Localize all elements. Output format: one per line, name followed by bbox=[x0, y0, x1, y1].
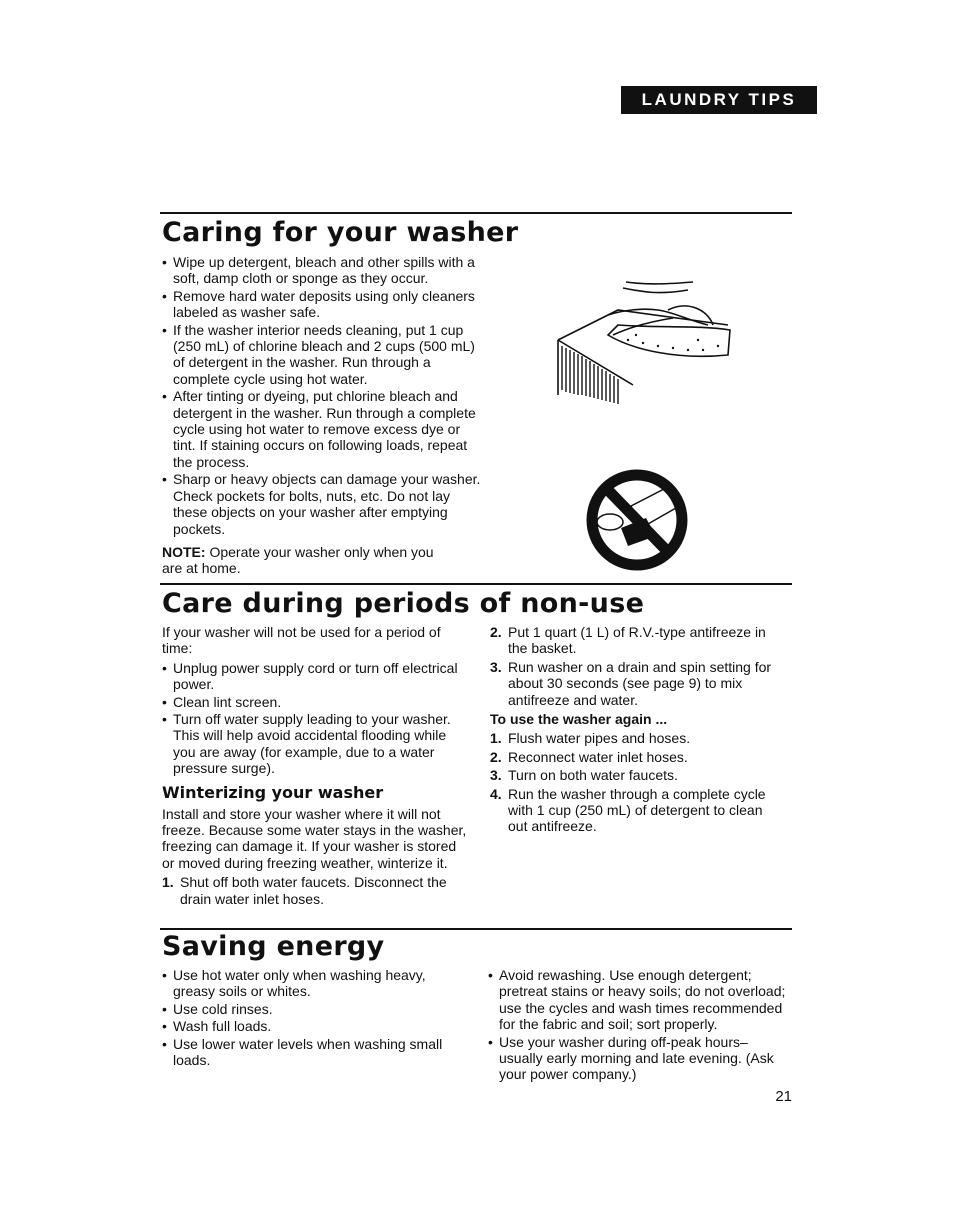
step-text: Run the washer through a complete cycle with 1 cup (250 mL) of detergent to clean out antifreeze. bbox=[508, 785, 766, 835]
list-item bbox=[490, 624, 785, 657]
section-divider bbox=[160, 212, 792, 214]
energy-bullet-list bbox=[488, 967, 786, 1083]
list-item: • Use lower water levels when washing small loads. bbox=[162, 1036, 462, 1069]
winterizing-text: Install and store your washer where it will not freeze. Because some water stays in the washer, freezing can damage it. If your washer is stored or moved during freezing weather, winterize it. bbox=[162, 805, 467, 871]
step-text: Reconnect water inlet hoses. bbox=[508, 748, 688, 765]
winterizing-subtitle: Winterizing your washer bbox=[162, 782, 384, 802]
list-item: • Turn off water supply leading to your washer. This will help avoid accidental flooding while you are away (for example, due to a water pressure surge). bbox=[162, 711, 467, 777]
note-text: Operate your washer only when you are at home. bbox=[162, 543, 434, 577]
list-item bbox=[490, 767, 785, 783]
step-text: Flush water pipes and hoses. bbox=[508, 730, 691, 747]
step-text: Turn on both water faucets. bbox=[508, 767, 678, 784]
list-item bbox=[490, 730, 785, 746]
energy-bullet-list bbox=[162, 967, 462, 1068]
section-divider bbox=[160, 928, 792, 930]
nonuse-intro: If your washer will not be used for a period of time: bbox=[162, 624, 441, 657]
step-number: 3. bbox=[490, 767, 502, 784]
caring-content bbox=[162, 254, 482, 577]
use-again-steps bbox=[490, 730, 785, 834]
energy-title: Saving energy bbox=[162, 931, 385, 962]
sponge-wiping-illustration bbox=[548, 280, 738, 410]
step-text: Run washer on a drain and spin setting for about 30 seconds (see page 9) to mix antifreeze and water. bbox=[508, 658, 772, 708]
list-item: • Clean lint screen. bbox=[162, 694, 467, 710]
step-text: Shut off both water faucets. Disconnect the drain water inlet hoses. bbox=[180, 874, 447, 907]
step-number: 1. bbox=[490, 730, 502, 747]
caring-bullet-list bbox=[162, 254, 482, 537]
nonuse-title: Care during periods of non-use bbox=[162, 588, 645, 619]
energy-left-column bbox=[162, 967, 462, 1069]
list-item: • Unplug power supply cord or turn off electrical power. bbox=[162, 660, 467, 693]
step-number: 2. bbox=[490, 748, 502, 765]
no-sharp-objects-icon bbox=[576, 468, 696, 572]
winterizing-steps bbox=[162, 874, 467, 907]
winterizing-steps-continued bbox=[490, 624, 785, 708]
step-text: Put 1 quart (1 L) of R.V.-type antifreeze in the basket. bbox=[508, 624, 766, 657]
list-item bbox=[490, 659, 785, 708]
step-number: 3. bbox=[490, 658, 502, 675]
nonuse-left-column bbox=[162, 624, 467, 909]
list-item: • Wipe up detergent, bleach and other spills with a soft, damp cloth or sponge as they occur. bbox=[162, 254, 482, 287]
step-number: 1. bbox=[162, 874, 174, 891]
list-item: • Remove hard water deposits using only cleaners labeled as washer safe. bbox=[162, 288, 482, 321]
use-again-subtitle: To use the washer again ... bbox=[490, 711, 668, 728]
list-item bbox=[490, 786, 785, 835]
list-item: • If the washer interior needs cleaning, put 1 cup (250 mL) of chlorine bleach and 2 cups (500 mL) of detergent in the washer. Run through a complete cycle using hot water. bbox=[162, 322, 482, 388]
step-number: 2. bbox=[490, 624, 502, 640]
list-item: • After tinting or dyeing, put chlorine bleach and detergent in the washer. Run through a complete cycle using hot water to remove excess dye or tint. If staining occurs on following loads, repeat the process. bbox=[162, 388, 482, 470]
caring-title: Caring for your washer bbox=[162, 217, 519, 248]
section-divider bbox=[160, 583, 792, 585]
list-item: • Wash full loads. bbox=[162, 1018, 462, 1034]
nonuse-bullet-list bbox=[162, 660, 467, 777]
energy-right-column bbox=[488, 967, 786, 1084]
page-number: 21 bbox=[775, 1088, 792, 1105]
list-item: • Use cold rinses. bbox=[162, 1001, 462, 1017]
step-number: 4. bbox=[490, 785, 502, 802]
list-item: • Sharp or heavy objects can damage your washer. Check pockets for bolts, nuts, etc. Do not lay these objects on your washer after emptying pockets. bbox=[162, 471, 482, 537]
nonuse-right-column bbox=[490, 624, 785, 837]
note-label: NOTE: bbox=[162, 543, 206, 560]
list-item bbox=[490, 749, 785, 765]
list-item: • Avoid rewashing. Use enough detergent; pretreat stains or heavy soils; do not overload; use the cycles and wash times recommended for the fabric and soil; sort properly. bbox=[488, 967, 786, 1033]
section-tab-laundry-tips: LAUNDRY TIPS bbox=[621, 86, 817, 114]
list-item: • Use your washer during off-peak hours–usually early morning and late evening. (Ask your power company.) bbox=[488, 1034, 786, 1083]
list-item bbox=[162, 874, 467, 907]
list-item: • Use hot water only when washing heavy, greasy soils or whites. bbox=[162, 967, 462, 1000]
caring-note bbox=[162, 544, 452, 577]
